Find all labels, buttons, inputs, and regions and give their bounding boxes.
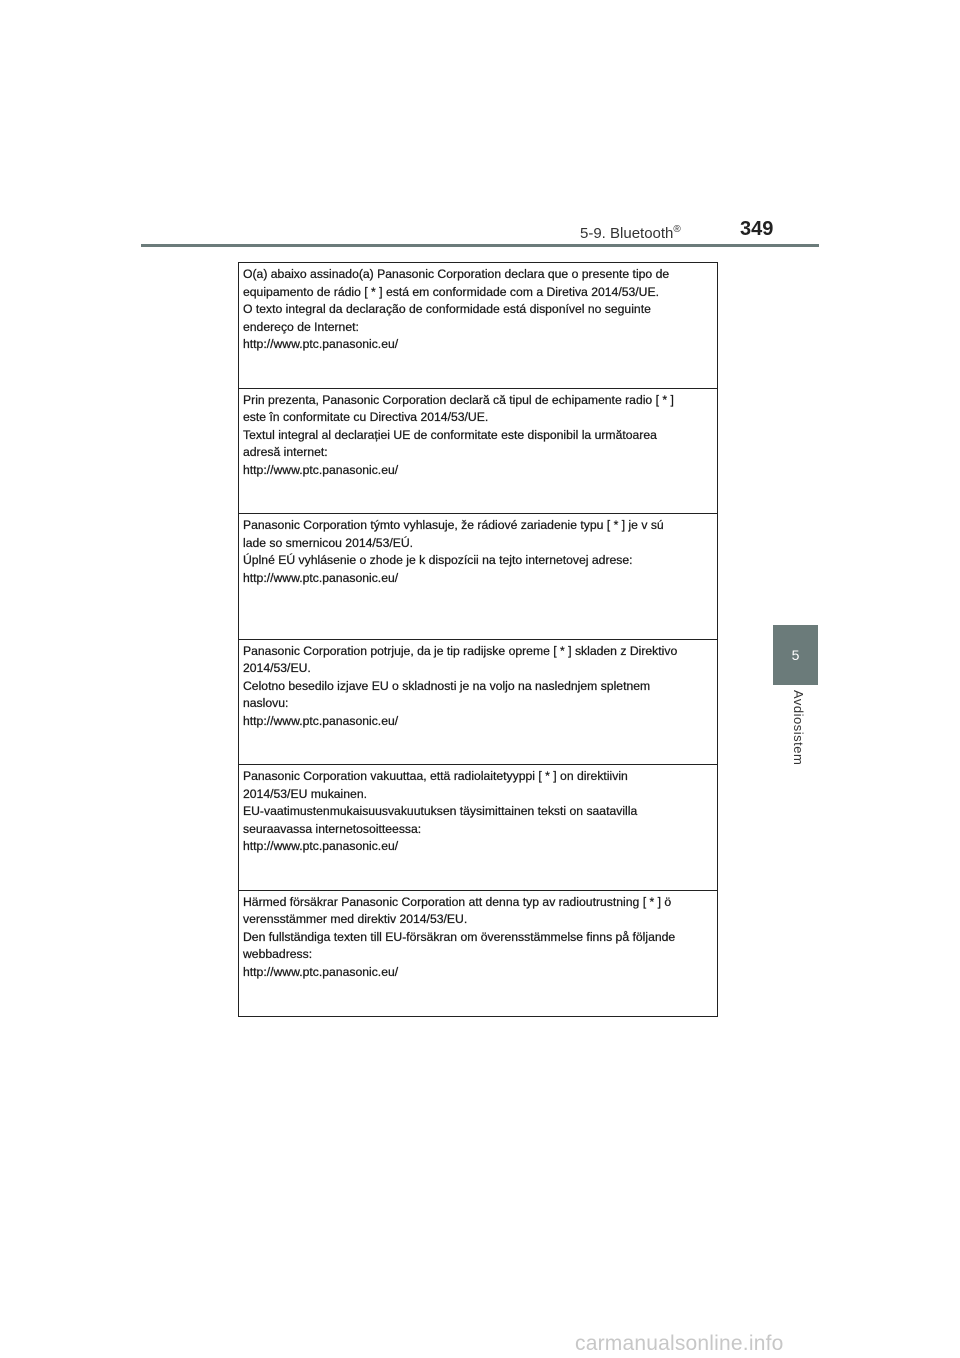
declaration-line: Celotno besedilo izjave EU o skladnosti je na voljo na naslednjem spletnem bbox=[243, 678, 651, 693]
declaration-line: endereço de Internet: bbox=[243, 319, 359, 334]
declaration-line: webbadress: bbox=[243, 947, 313, 961]
declaration-cell-slovak bbox=[239, 514, 717, 640]
section-heading bbox=[580, 224, 681, 242]
declaration-cell-finnish bbox=[239, 765, 717, 891]
declaration-line: seuraavassa internetosoitteessa: bbox=[243, 821, 422, 836]
declaration-line: O texto integral da declaração de conformidade está disponível no seguinte bbox=[243, 302, 651, 316]
header-divider bbox=[141, 244, 819, 247]
declaration-line: Den fullständiga texten till EU-försäkran om överensstämmelse finns på följande bbox=[243, 929, 676, 944]
declaration-line: verensstämmer med direktiv 2014/53/EU. bbox=[243, 912, 468, 926]
declaration-line: lade so smernicou 2014/53/EÚ. bbox=[243, 535, 414, 550]
chapter-label: Avdiosistem bbox=[791, 690, 806, 766]
declaration-line: Härmed försäkrar Panasonic Corporation att denna typ av radioutrustning [ * ] ö bbox=[243, 894, 672, 909]
declaration-url: http://www.ptc.panasonic.eu/ bbox=[243, 462, 399, 477]
declaration-cell-swedish bbox=[239, 891, 717, 1017]
declaration-line: Prin prezenta, Panasonic Corporation declară că tipul de echipamente radio [ * ] bbox=[243, 392, 674, 407]
declaration-line: Textul integral al declarației UE de conformitate este disponibil la următoarea bbox=[243, 427, 657, 442]
declaration-table bbox=[238, 262, 718, 1017]
chapter-number: 5 bbox=[791, 647, 800, 663]
declaration-line: equipamento de rádio [ * ] está em conformidade com a Diretiva 2014/53/UE. bbox=[243, 284, 659, 299]
declaration-line: naslovu: bbox=[243, 696, 289, 710]
declaration-line: 2014/53/EU. bbox=[243, 661, 311, 675]
declaration-url: http://www.ptc.panasonic.eu/ bbox=[243, 337, 399, 351]
chapter-tab bbox=[773, 625, 818, 685]
declaration-line: Úplné EÚ vyhlásenie o zhode je k dispozícii na tejto internetovej adrese: bbox=[243, 553, 633, 567]
declaration-cell-romanian bbox=[239, 389, 717, 515]
declaration-cell-portuguese bbox=[239, 263, 717, 389]
declaration-url: http://www.ptc.panasonic.eu/ bbox=[243, 964, 399, 979]
declaration-line: O(a) abaixo assinado(a) Panasonic Corporation declara que o presente tipo de bbox=[243, 267, 670, 281]
declaration-line: Panasonic Corporation týmto vyhlasuje, že rádiové zariadenie typu [ * ] je v sú bbox=[243, 518, 664, 532]
declaration-line: este în conformitate cu Directiva 2014/53/UE. bbox=[243, 410, 489, 424]
registered-mark: ® bbox=[673, 224, 681, 235]
declaration-line: adresă internet: bbox=[243, 445, 328, 459]
section-title: 5-9. Bluetooth bbox=[580, 225, 674, 242]
declaration-url: http://www.ptc.panasonic.eu/ bbox=[243, 570, 399, 585]
declaration-cell-slovenian bbox=[239, 640, 717, 766]
declaration-line: Panasonic Corporation vakuuttaa, että radiolaitetyyppi [ * ] on direktiivin bbox=[243, 769, 628, 783]
declaration-line: 2014/53/EU mukainen. bbox=[243, 786, 367, 801]
declaration-url: http://www.ptc.panasonic.eu/ bbox=[243, 839, 399, 853]
declaration-url: http://www.ptc.panasonic.eu/ bbox=[243, 713, 399, 728]
declaration-line: Panasonic Corporation potrjuje, da je tip radijske opreme [ * ] skladen z Direktivo bbox=[243, 643, 678, 658]
site-watermark: carmanualsonline.info bbox=[575, 1332, 784, 1355]
page-number: 349 bbox=[740, 218, 774, 240]
declaration-line: EU-vaatimustenmukaisuusvakuutuksen täysimittainen teksti on saatavilla bbox=[243, 804, 638, 818]
